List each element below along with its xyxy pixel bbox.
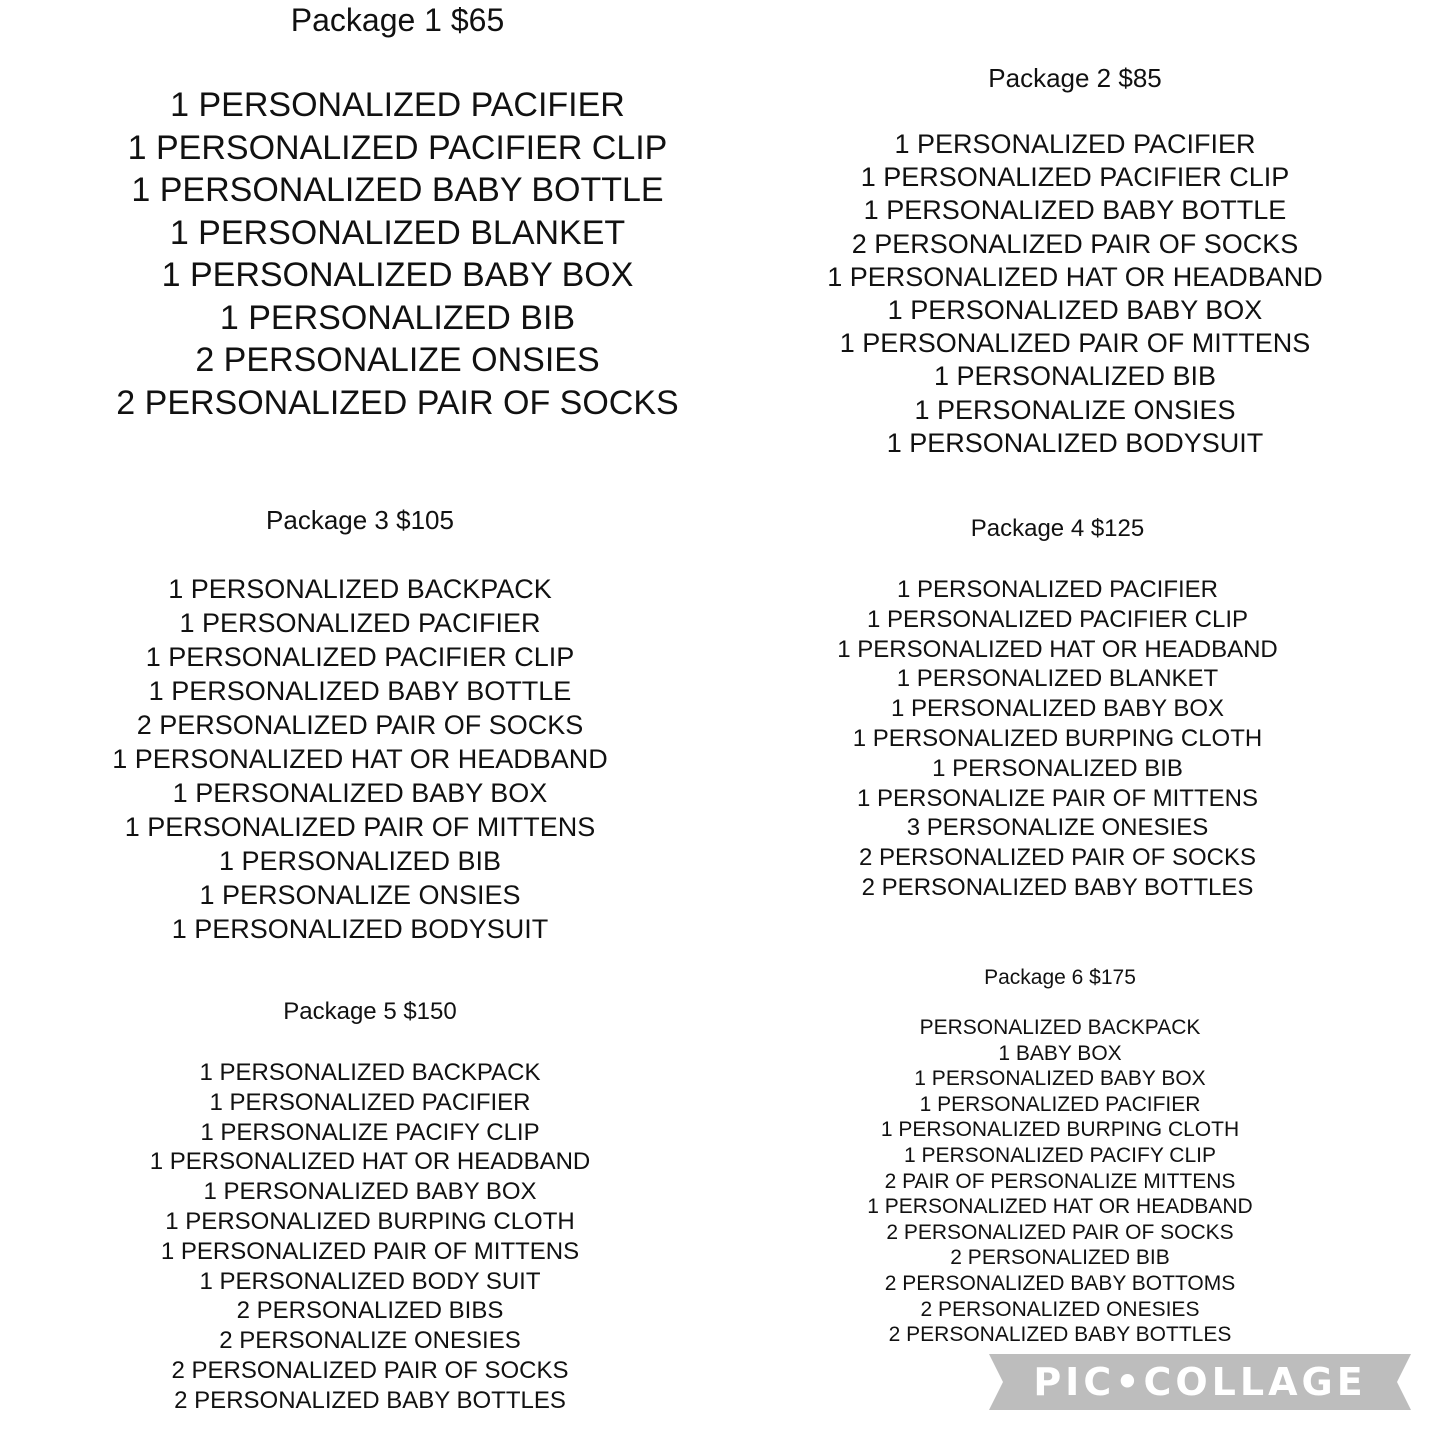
package-item-list [60, 84, 735, 424]
package-item-list [840, 1015, 1280, 1348]
package-item-list [60, 572, 660, 946]
package-item: 1 PERSONALIZED PAIR OF MITTENS [160, 1237, 580, 1265]
package-item: 1 PERSONALIZED PAIR OF MITTENS [839, 328, 1311, 359]
package-item: 1 PERSONALIZED HAT OR HEADBAND [149, 1148, 591, 1176]
package-item-list [780, 575, 1335, 903]
package-item: 1 PERSONALIZED PACIFIER [919, 1092, 1201, 1116]
package-item: 1 PERSONALIZED BIB [219, 298, 576, 337]
package-item: 1 PERSONALIZED PACIFIER [170, 86, 625, 124]
package-item: 1 PERSONALIZED BIB [933, 361, 1217, 392]
package-item: 1 PERSONALIZED PACIFIER CLIP [867, 605, 1248, 633]
package-item: 1 PERSONALIZED BURPING CLOTH [165, 1207, 575, 1235]
package-title: Package 3 $105 [266, 505, 454, 535]
package-item: 2 PERSONALIZED ONESIES [920, 1297, 1200, 1321]
package-item: 2 PERSONALIZED BABY BOTTOMS [884, 1271, 1236, 1295]
package-item: 2 PERSONALIZED PAIR OF SOCKS [859, 844, 1256, 872]
package-4 [780, 514, 1335, 903]
package-item: 1 PERSONALIZED BABY BOX [914, 1067, 1206, 1091]
package-title: Package 4 $125 [970, 515, 1145, 542]
package-3 [60, 504, 660, 946]
package-item: 1 PERSONALIZE PAIR OF MITTENS [857, 784, 1258, 812]
watermark-label: PIC•COLLAGE [1033, 1360, 1367, 1404]
package-item: 1 PERSONALIZED BODYSUIT [171, 914, 549, 944]
pic-collage-watermark [989, 1354, 1411, 1410]
package-item: 1 PERSONALIZED BIB [932, 754, 1183, 782]
package-item: 1 PERSONALIZE PACIFY CLIP [200, 1118, 540, 1146]
package-item: 1 PERSONALIZED PACIFIER CLIP [860, 162, 1290, 193]
package-item: 1 PERSONALIZED BLANKET [896, 665, 1219, 693]
package-item: 1 PERSONALIZED HAT OR HEADBAND [827, 261, 1323, 292]
package-item: 1 PERSONALIZE ONSIES [914, 394, 1236, 425]
package-1 [60, 0, 735, 424]
package-5 [90, 997, 650, 1416]
package-item: 1 PERSONALIZED HAT OR HEADBAND [112, 744, 608, 774]
package-item: 2 PAIR OF PERSONALIZE MITTENS [884, 1169, 1236, 1193]
package-item: 1 PERSONALIZED BODY SUIT [199, 1267, 541, 1295]
package-item: 2 PERSONALIZED PAIR OF SOCKS [116, 383, 679, 422]
package-item: 1 PERSONALIZED BODYSUIT [886, 427, 1264, 458]
package-item: 1 PERSONALIZED PACIFIER [894, 129, 1256, 159]
package-item: 1 PERSONALIZED PACIFIER CLIP [127, 128, 668, 167]
package-item: 1 PERSONALIZED BACKPACK [168, 574, 552, 604]
package-item: 1 PERSONALIZED BURPING CLOTH [852, 724, 1263, 752]
package-item: 1 PERSONALIZED BABY BOTTLE [148, 676, 572, 706]
package-item: 2 PERSONALIZED BIB [950, 1246, 1170, 1270]
package-item: 2 PERSONALIZE ONSIES [195, 341, 600, 379]
package-item: 2 PERSONALIZED BABY BOTTLES [888, 1323, 1232, 1347]
package-item: 2 PERSONALIZED PAIR OF SOCKS [886, 1220, 1234, 1244]
package-item: 1 PERSONALIZED PACIFIER CLIP [145, 642, 575, 672]
package-item: 1 PERSONALIZE ONSIES [199, 880, 521, 910]
package-item: 1 PERSONALIZED PACIFY CLIP [904, 1143, 1216, 1167]
package-item: 2 PERSONALIZED BABY BOTTLES [861, 873, 1254, 901]
package-item-list [780, 128, 1370, 460]
package-item: 1 PERSONALIZED PACIFIER [897, 576, 1218, 603]
package-item: 2 PERSONALIZE ONESIES [219, 1327, 521, 1355]
package-title: Package 2 $85 [988, 63, 1162, 93]
package-item: 1 PERSONALIZED BURPING CLOTH [880, 1118, 1240, 1142]
package-item: 1 PERSONALIZED PACIFIER [209, 1088, 531, 1116]
package-title: Package 1 $65 [290, 2, 505, 38]
package-item: 1 PERSONALIZED BABY BOX [161, 256, 634, 294]
package-item: 1 PERSONALIZED BABY BOX [203, 1178, 537, 1206]
package-item: 1 PERSONALIZED PACIFIER [179, 608, 541, 638]
package-item: 1 BABY BOX [998, 1041, 1122, 1065]
package-item: 1 PERSONALIZED HAT OR HEADBAND [837, 635, 1278, 663]
package-item: 2 PERSONALIZED PAIR OF SOCKS [851, 228, 1299, 259]
package-item: 3 PERSONALIZE ONESIES [906, 814, 1209, 842]
package-item: 1 PERSONALIZED BACKPACK [199, 1059, 541, 1086]
package-item: 1 PERSONALIZED BLANKET [169, 213, 626, 252]
package-item: 1 PERSONALIZED BABY BOX [887, 295, 1263, 326]
package-title: Package 6 $175 [984, 966, 1136, 989]
package-item-list [90, 1058, 650, 1416]
package-item: 1 PERSONALIZED BABY BOX [172, 778, 548, 808]
package-item: 1 PERSONALIZED PAIR OF MITTENS [124, 812, 596, 842]
package-item: 1 PERSONALIZED BABY BOTTLE [131, 171, 664, 209]
package-2 [780, 62, 1370, 460]
package-title: Package 5 $150 [283, 998, 457, 1025]
package-item: 2 PERSONALIZED BIBS [236, 1297, 504, 1325]
package-item: 1 PERSONALIZED BABY BOX [890, 695, 1224, 723]
package-item: 2 PERSONALIZED PAIR OF SOCKS [136, 710, 584, 740]
package-item: 2 PERSONALIZED PAIR OF SOCKS [171, 1356, 569, 1384]
package-item: 1 PERSONALIZED BIB [218, 846, 502, 876]
package-item: PERSONALIZED BACKPACK [919, 1016, 1201, 1039]
package-item: 1 PERSONALIZED HAT OR HEADBAND [867, 1195, 1253, 1219]
package-6 [840, 964, 1280, 1348]
package-item: 2 PERSONALIZED BABY BOTTLES [174, 1386, 566, 1414]
package-item: 1 PERSONALIZED BABY BOTTLE [863, 195, 1287, 226]
